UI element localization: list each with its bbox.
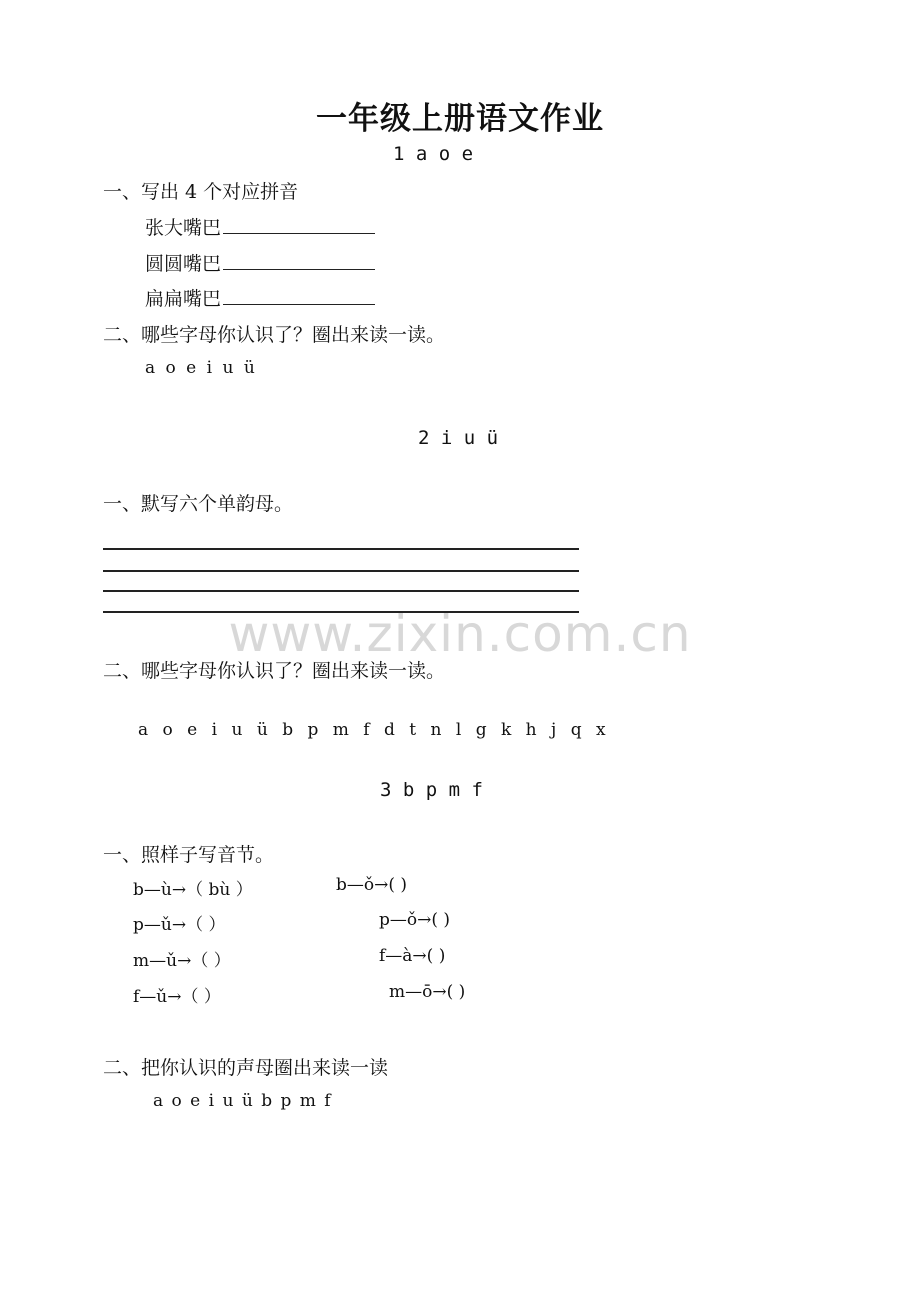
page-title: 一年级上册语文作业 [316, 101, 604, 137]
lesson-1-question-2: 二、哪些字母你认识了？圈出来读一读。 [103, 324, 446, 346]
lesson-1-letters: a o e i u ü [145, 358, 255, 378]
exercise-2-right: p—ǒ→( ) [379, 910, 451, 930]
exercise-4-left: f—ǔ→（ ） [133, 987, 221, 1007]
item-label: 张大嘴巴 [145, 217, 222, 239]
exercise-3-left: m—ǔ→（ ） [133, 951, 231, 971]
item-label: 圆圆嘴巴 [145, 253, 222, 275]
lesson-1-question-1: 一、写出 4 个对应拼音 [103, 181, 299, 203]
answer-blank[interactable] [223, 216, 375, 234]
writing-line[interactable] [103, 548, 579, 550]
lesson-3-letters: a o e i u ü b p m f [153, 1091, 331, 1111]
lesson-1-heading: 1 a o e [393, 143, 474, 165]
lesson-3-question-1: 一、照样子写音节。 [103, 844, 275, 866]
exercise-3-right: f—à→( ) [379, 946, 446, 966]
writing-line[interactable] [103, 570, 579, 572]
lesson-2-heading: 2 i u ü [418, 427, 499, 449]
lesson-2-question-1: 一、默写六个单韵母。 [103, 493, 294, 515]
lesson-1-item-2 [145, 249, 375, 276]
lesson-3-question-2: 二、把你认识的声母圈出来读一读 [103, 1057, 389, 1079]
lesson-1-item-3 [145, 284, 375, 311]
item-label: 扁扁嘴巴 [145, 288, 222, 310]
exercise-2-left: p—ǔ→（ ） [133, 915, 226, 935]
answer-blank[interactable] [223, 252, 375, 270]
writing-line[interactable] [103, 590, 579, 592]
lesson-1-item-1 [145, 213, 375, 240]
lesson-2-question-2: 二、哪些字母你认识了？圈出来读一读。 [103, 660, 446, 682]
exercise-1-left: b—ù→（ bù ） [133, 880, 253, 900]
watermark: www.zixin.com.cn [228, 605, 692, 663]
lesson-3-heading: 3 b p m f [380, 779, 483, 801]
lesson-2-letters: a o e i u ü b p m f d t n l g k h j q x [138, 720, 606, 740]
answer-blank[interactable] [223, 287, 375, 305]
exercise-1-right: b—ǒ→( ) [336, 875, 408, 895]
exercise-4-right: m—ō→( ) [389, 982, 466, 1002]
